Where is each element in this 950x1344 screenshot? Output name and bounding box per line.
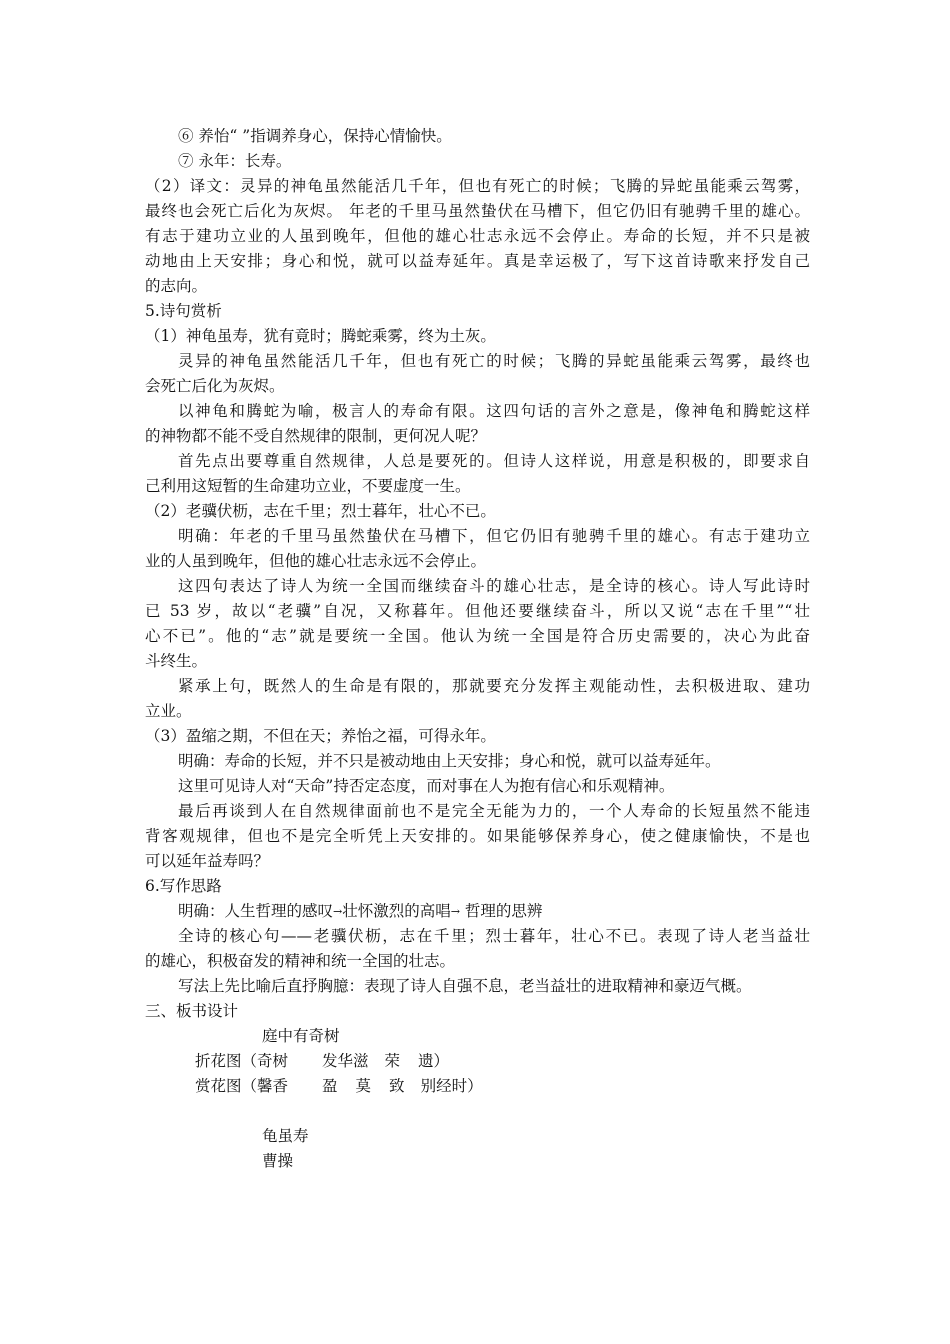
- paragraph-line: 以神龟和腾蛇为喻，极言人的寿命有限。这四句话的言外之意是，像神龟和腾蛇这样: [178, 402, 810, 420]
- board-cell: 遗）: [418, 1052, 450, 1070]
- translation-line: 最终也会死亡后化为灰烬。 年老的千里马虽然蛰伏在马槽下，但它仍旧有驰骋千里的雄心。: [145, 202, 810, 220]
- board-cell: 盈: [322, 1077, 338, 1095]
- flow-step: 壮怀激烈的高唱: [342, 902, 451, 920]
- paragraph-line: 这里可见诗人对“天命”持否定态度，而对事在人为抱有信心和乐观精神。: [178, 777, 675, 795]
- translation-line: 有志于建功立业的人虽到晚年，但他的雄心壮志永远不会停止。寿命的长短，并不只是被: [145, 227, 810, 245]
- section-heading: 三、板书设计: [145, 1002, 239, 1020]
- paragraph-line: 立业。: [145, 702, 192, 720]
- board-poem-title: 龟虽寿: [262, 1127, 309, 1145]
- paragraph-line: 背客观规律，但也不是完全听凭上天安排的。如果能够保养身心，使之健康愉快，不是也: [145, 827, 810, 845]
- couplet-heading: （3）盈缩之期，不但在天；养怡之福，可得永年。: [145, 727, 496, 745]
- board-row-shanghuatu: [195, 1074, 860, 1098]
- paragraph-line: 紧承上句，既然人的生命是有限的，那就要充分发挥主观能动性，去积极进取、建功: [178, 677, 810, 695]
- paragraph-line: 心不已”。他的“志”就是要统一全国。他认为统一全国是符合历史需要的，决心为此奋: [145, 627, 810, 645]
- paragraph-line: 业的人虽到晚年，但他的雄心壮志永远不会停止。: [145, 552, 487, 570]
- board-title: 庭中有奇树: [262, 1027, 340, 1045]
- paragraph-line: 明确：寿命的长短，并不只是被动地由上天安排；身心和悦，就可以益寿延年。: [178, 752, 721, 770]
- writing-flow-line: [178, 899, 810, 923]
- paragraph-line: 灵异的神龟虽然能活几千年，但也有死亡的时候；飞腾的异蛇虽能乘云驾雾，最终也: [178, 352, 810, 370]
- board-cell: 莫: [355, 1077, 372, 1095]
- paragraph-line: 斗终生。: [145, 652, 208, 670]
- section-heading: 5.诗句赏析: [145, 302, 222, 320]
- board-cell: 荣: [384, 1052, 401, 1070]
- paragraph-line: 这四句表达了诗人为统一全国而继续奋斗的雄心壮志，是全诗的核心。诗人写此诗时: [178, 577, 810, 595]
- board-poem-author: 曹操: [262, 1152, 294, 1170]
- paragraph-line: 首先点出要尊重自然规律，人总是要死的。但诗人这样说，用意是积极的，即要求自: [178, 452, 810, 470]
- paragraph-line: 写法上先比喻后直抒胸臆：表现了诗人自强不息，老当益壮的进取精神和豪迈气概。: [178, 977, 752, 995]
- translation-line: 的志向。: [145, 277, 208, 295]
- paragraph-line: 最后再谈到人在自然规律面前也不是完全无能为力的，一个人寿命的长短虽然不能违: [178, 802, 810, 820]
- section-heading: 6.写作思路: [145, 877, 222, 895]
- paragraph-line: 已 53 岁，故以“老骥”自况，又称暮年。但他还要继续奋斗，所以又说“志在千里”“壮: [145, 602, 810, 620]
- note-7: ⑦ 永年：长寿。: [178, 152, 292, 170]
- paragraph-line: 明确：年老的千里马虽然蛰伏在马槽下，但它仍旧有驰骋千里的雄心。有志于建功立: [178, 527, 810, 545]
- board-row-zhehuatu: [195, 1049, 860, 1073]
- paragraph-line: 己利用这短暂的生命建功立业，不要虚度一生。: [145, 477, 471, 495]
- board-cell: 别经时）: [420, 1077, 483, 1095]
- paragraph-line: 可以延年益寿吗？: [145, 852, 270, 870]
- paragraph-line: 会死亡后化为灰烬。: [145, 377, 285, 395]
- board-cell: 发华滋: [322, 1052, 369, 1070]
- couplet-heading: （2）老骥伏枥，志在千里；烈士暮年，壮心不已。: [145, 502, 496, 520]
- paragraph-line: 的神物都不能不受自然规律的限制，更何况人呢？: [145, 427, 487, 445]
- flow-step: 哲理的思辨: [459, 902, 543, 920]
- flow-step: 明确：人生哲理的感叹: [178, 902, 334, 920]
- couplet-heading: （1）神龟虽寿，犹有竟时；腾蛇乘雾，终为土灰。: [145, 327, 496, 345]
- board-cell: 折花图（奇树: [195, 1052, 289, 1070]
- arrow-right-icon: →: [450, 905, 460, 918]
- board-cell: 致: [389, 1077, 405, 1095]
- translation-line: （2）译文：灵异的神龟虽然能活几千年，但也有死亡的时候；飞腾的异蛇虽能乘云驾雾，: [145, 177, 810, 195]
- arrow-right-icon: →: [333, 905, 343, 918]
- note-6: ⑥ 养怡“ ”指调养身心，保持心情愉快。: [178, 127, 452, 145]
- paragraph-line: 的雄心，积极奋发的精神和统一全国的壮志。: [145, 952, 456, 970]
- board-cell: 赏花图（馨香: [195, 1077, 289, 1095]
- translation-line: 动地由上天安排；身心和悦，就可以益寿延年。真是幸运极了，写下这首诗歌来抒发自己: [145, 252, 810, 270]
- paragraph-line: 全诗的核心句——老骥伏枥，志在千里；烈士暮年，壮心不已。表现了诗人老当益壮: [178, 927, 810, 945]
